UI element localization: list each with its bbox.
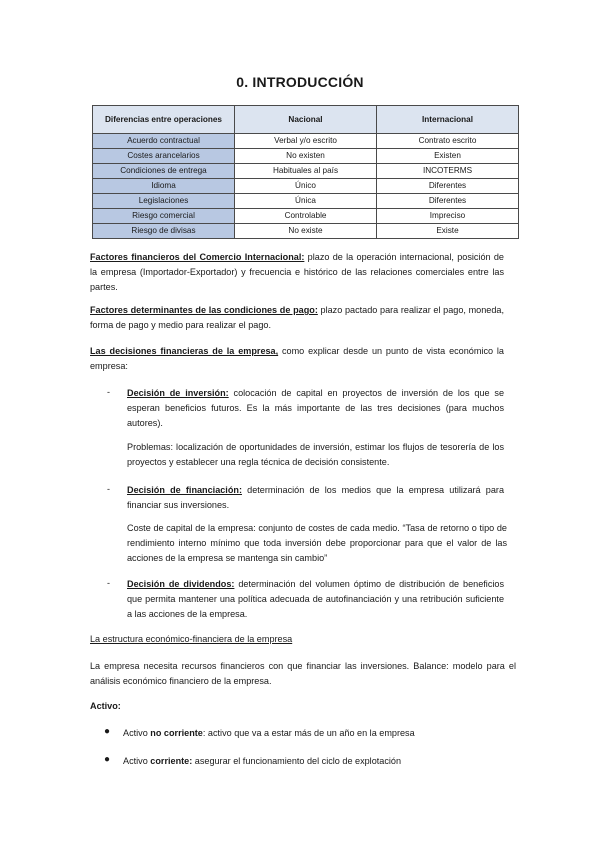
estructura-paragraph: La empresa necesita recursos financieros con que financiar las inversiones. Balance: modelo para el análisis económico financiero de la empresa. <box>90 661 516 686</box>
bullet-dash: - <box>107 484 110 494</box>
item-text: : activo que va a estar más de un año en la empresa <box>202 728 415 738</box>
table-cell: Diferentes <box>377 179 519 194</box>
bullet-dash: - <box>107 578 110 588</box>
table-cell: No existen <box>235 149 377 164</box>
inversion-paragraph <box>127 386 504 431</box>
item-text: Activo <box>123 756 151 766</box>
table-header-row <box>93 106 519 134</box>
decisiones-paragraph <box>90 344 504 374</box>
table-cell: INCOTERMS <box>377 164 519 179</box>
table-header: Diferencias entre operaciones <box>93 106 235 134</box>
item-bold: no corriente <box>150 728 203 738</box>
page-title: 0. INTRODUCCIÓN <box>236 74 364 90</box>
term: Decisión de financiación: <box>127 485 242 495</box>
table-cell: Contrato escrito <box>377 134 519 149</box>
term: Decisión de inversión: <box>127 388 229 398</box>
table-cell: Riesgo comercial <box>93 209 235 224</box>
comparison-table <box>92 105 519 239</box>
body-text: plazo de la operación internacional, posición de la empresa (Importador-Exportador) y frecuencia e histórico de las relaciones comerciales entre las partes. <box>90 252 504 292</box>
activo-item <box>123 754 513 769</box>
item-bold: corriente: <box>150 756 193 766</box>
coste-capital-paragraph: Coste de capital de la empresa: conjunto de costes de cada medio. “Tasa de retorno o tipo de rendimiento interno mínimo que toda inversión debe proporcionar para que el valor de las acciones de la empresa se mantenga sin cambio” <box>127 523 507 563</box>
table-cell: Idioma <box>93 179 235 194</box>
table-cell: Habituales al país <box>235 164 377 179</box>
dividendos-paragraph <box>127 577 504 622</box>
body-text: como explicar desde un punto de vista económico la empresa: <box>90 346 504 371</box>
bullet-dash: - <box>107 387 110 397</box>
table-cell: Diferentes <box>377 194 519 209</box>
table-row <box>93 194 519 209</box>
estructura-heading <box>90 632 504 647</box>
table-row <box>93 224 519 239</box>
term: Decisión de dividendos: <box>127 579 235 589</box>
table-cell: Legislaciones <box>93 194 235 209</box>
table-cell: Costes arancelarios <box>93 149 235 164</box>
item-text: Activo <box>123 728 151 738</box>
term: Factores determinantes de las condiciones de pago: <box>90 305 318 315</box>
body-text: plazo pactado para realizar el pago, moneda, forma de pago y medio para realizar el pago. <box>90 305 504 330</box>
activo-item <box>123 726 513 741</box>
body-text: colocación de capital en proyectos de inversión de los que se esperan beneficios futuros. Es la más importante de las tres decisiones (para muchos autores). <box>127 388 504 428</box>
term: Las decisiones financieras de la empresa, <box>90 346 279 356</box>
table-cell: Única <box>235 194 377 209</box>
table-cell: Existe <box>377 224 519 239</box>
financiacion-paragraph <box>127 483 504 513</box>
table-row <box>93 134 519 149</box>
table-cell: Existen <box>377 149 519 164</box>
table-cell: Verbal y/o escrito <box>235 134 377 149</box>
body-text: determinación del volumen óptimo de distribución de beneficios que permita mantener una política adecuada de autofinanciación y una retribución suficiente a las acciones de la empresa. <box>127 579 504 619</box>
table-cell: No existe <box>235 224 377 239</box>
table-row <box>93 149 519 164</box>
table-cell: Controlable <box>235 209 377 224</box>
table-cell: Condiciones de entrega <box>93 164 235 179</box>
heading-text: La estructura económico-financiera de la empresa <box>90 634 293 644</box>
factores-financieros-paragraph <box>90 250 504 295</box>
factores-pago-paragraph <box>90 303 504 333</box>
activo-heading <box>90 699 121 714</box>
bullet-dot: ● <box>104 726 111 737</box>
table-cell: Impreciso <box>377 209 519 224</box>
table-row <box>93 179 519 194</box>
body-text: determinación de los medios que la empresa utilizará para financiar sus inversiones. <box>127 485 504 510</box>
bullet-dot: ● <box>104 754 111 765</box>
term: Factores financieros del Comercio Internacional: <box>90 252 305 262</box>
table-cell: Riesgo de divisas <box>93 224 235 239</box>
problemas-paragraph: Problemas: localización de oportunidades de inversión, estimar los flujos de tesorería de los proyectos y establecer una regla técnica de decisión consistente. <box>127 442 504 467</box>
heading-text: Activo: <box>90 701 121 711</box>
table-header: Internacional <box>377 106 519 134</box>
table-row <box>93 209 519 224</box>
table-cell: Acuerdo contractual <box>93 134 235 149</box>
table-row <box>93 164 519 179</box>
table-cell: Único <box>235 179 377 194</box>
item-text: asegurar el funcionamiento del ciclo de explotación <box>192 756 402 766</box>
table-header: Nacional <box>235 106 377 134</box>
